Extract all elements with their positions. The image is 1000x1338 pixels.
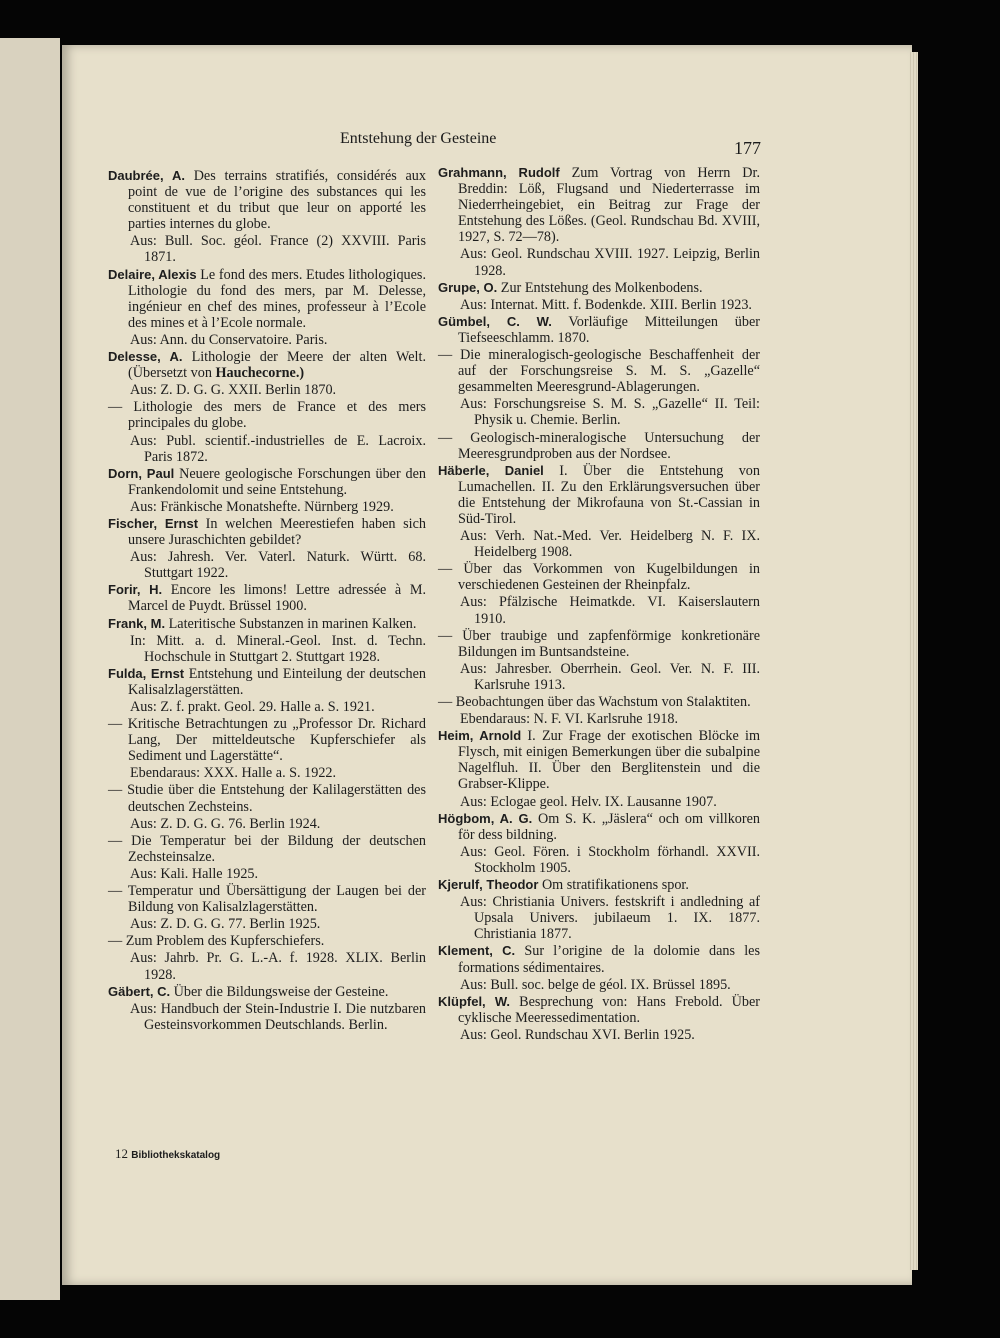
bibliography-entry: [108, 399, 426, 431]
entry-title: Zum Vortrag von Herrn Dr. Breddin: Löß, Flugsand und Niederterrasse im Niederrheingebiet, ein Beitrag zur Frage der Entstehung des Lößes. (Geol. Rundschau Bd. XVIII, 1927, S. 72—78).: [458, 165, 761, 246]
entry-author: Klement, C.: [438, 943, 516, 959]
source-line: [438, 661, 760, 693]
entry-author: Fulda, Ernst: [108, 665, 185, 681]
source-line: [108, 549, 426, 581]
entry-title: Besprechung von: Hans Frebold. Über cyklische Meeressedimentation.: [458, 993, 760, 1026]
source-text: Aus: Z. D. G. G. XXII. Berlin 1870.: [130, 382, 337, 399]
facing-page-edge: [0, 38, 60, 1300]
source-line: [438, 794, 760, 810]
entry-author: Högbom, A. G.: [438, 810, 533, 826]
entry-title: — Lithologie des mers de France et des mers principales du globe.: [108, 399, 426, 432]
source-line: [108, 699, 426, 715]
source-text: Aus: Fränkische Monatshefte. Nürnberg 1929.: [130, 498, 394, 515]
entry-title: Des terrains stratifiés, considérés aux point de vue de l’origine des substances qui les constituent et du tribut que leur on apporté les parties internes du globe.: [128, 168, 426, 233]
bibliography-entry: [108, 516, 426, 548]
entry-author: Klüpfel, W.: [438, 993, 510, 1009]
source-text: Aus: Geol. Rundschau XVI. Berlin 1925.: [460, 1026, 695, 1043]
source-line: [108, 233, 426, 265]
entry-author: Grahmann, Rudolf: [438, 165, 560, 180]
bibliography-entry: [438, 943, 760, 975]
bibliography-entry: [108, 782, 426, 814]
left-column: [108, 168, 426, 1034]
bibliography-entry: [108, 833, 426, 865]
source-line: [108, 950, 426, 982]
bibliography-entry: [108, 883, 426, 915]
source-line: [108, 633, 426, 665]
bibliography-entry: [438, 314, 760, 346]
source-text: Aus: Ann. du Conservatoire. Paris.: [130, 331, 328, 348]
source-text: Aus: Pfälzische Heimatkde. VI. Kaiserslautern 1910.: [460, 594, 760, 627]
bibliography-entry: [438, 430, 760, 462]
source-text: Aus: Z. f. prakt. Geol. 29. Halle a. S. 1921.: [130, 699, 375, 715]
source-text: Aus: Christiania Univers. festskrift i andledning af Upsala Univers. jubilaeum 1. IX. 1877. Christiania 1877.: [460, 894, 760, 943]
source-line: [108, 816, 426, 832]
entry-title: Lateritische Substanzen in marinen Kalken.: [168, 615, 417, 632]
entry-author: Heim, Arnold: [438, 728, 522, 744]
source-line: [438, 528, 760, 560]
source-text: Aus: Bull. Soc. géol. France (2) XXVIII. Paris 1871.: [130, 233, 426, 266]
source-text: Ebendaraus: XXX. Halle a. S. 1922.: [130, 765, 337, 782]
bibliography-entry: [438, 561, 760, 593]
source-text: Aus: Geol. Fören. i Stockholm förhandl. XXVII. Stockholm 1905.: [460, 843, 760, 876]
bibliography-entry: [438, 463, 760, 527]
entry-author: Dorn, Paul: [108, 465, 175, 481]
bibliography-entry: [108, 168, 426, 232]
source-text: Aus: Bull. soc. belge de géol. IX. Brüssel 1895.: [460, 976, 731, 993]
entry-title: — Die Temperatur bei der Bildung der deutschen Zechsteinsalze.: [108, 832, 426, 865]
source-line: [108, 916, 426, 932]
bibliography-entry: [438, 628, 760, 660]
bibliography-entry: [438, 694, 760, 710]
entry-title: In welchen Meerestiefen haben sich unsere Juraschichten gebildet?: [128, 515, 426, 549]
entry-author: Delesse, A.: [108, 349, 183, 365]
source-line: [438, 844, 760, 876]
entry-author: Häberle, Daniel: [438, 462, 544, 478]
source-text: Aus: Publ. scientif.-industrielles de E. Lacroix. Paris 1872.: [130, 432, 426, 465]
bibliography-entry: [108, 349, 426, 381]
source-text: Aus: Geol. Rundschau XVIII. 1927. Leipzig, Berlin 1928.: [460, 246, 760, 279]
bibliography-entry: [438, 994, 760, 1026]
source-line: [438, 297, 760, 313]
bibliography-entry: [438, 280, 760, 296]
entry-author: Kjerulf, Theodor: [438, 877, 539, 893]
entry-title: — Studie über die Entstehung der Kalilagerstätten des deutschen Zechsteins.: [108, 782, 426, 815]
entry-title: — Temperatur und Übersättigung der Laugen bei der Bildung von Kalisalzlagerstätten.: [108, 883, 426, 916]
source-line: [108, 866, 426, 882]
source-text: Aus: Jahrb. Pr. G. L.-A. f. 1928. XLIX. Berlin 1928.: [130, 950, 426, 983]
printer-signature: [115, 1146, 220, 1162]
entry-title: — Über das Vorkommen von Kugelbildungen in verschiedenen Gesteinen der Rheinpfalz.: [438, 561, 760, 594]
entry-author: Gümbel, C. W.: [438, 313, 552, 329]
entry-title: Lithologie der Meere der alten Welt. (Übersetzt von: [128, 349, 426, 382]
signature-number: 12: [115, 1146, 128, 1161]
source-line: [438, 1027, 760, 1043]
bibliography-entry: [438, 877, 760, 893]
source-text: Aus: Z. D. G. G. 77. Berlin 1925.: [130, 916, 321, 933]
bibliography-entry: [108, 616, 426, 632]
signature-text: Bibliothekskatalog: [131, 1150, 221, 1161]
bibliography-entry: [108, 466, 426, 498]
running-header: Entstehung der Gesteine: [340, 130, 497, 147]
source-line: [108, 1001, 426, 1033]
entry-title: Encore les limons! Lettre adressée à M. Marcel de Puydt. Brüssel 1900.: [128, 582, 426, 615]
source-line: [438, 894, 760, 942]
source-line: [438, 246, 760, 278]
entry-title: Über die Bildungsweise der Gesteine.: [173, 983, 389, 1000]
source-text: Aus: Kali. Halle 1925.: [130, 865, 259, 882]
entry-author: Frank, M.: [108, 615, 166, 631]
entry-emphasis: Hauchecorne.): [215, 365, 305, 382]
entry-title: Entstehung und Einteilung der deutschen Kalisalzlagerstätten.: [128, 665, 427, 698]
source-line: [108, 332, 426, 348]
source-line: [108, 433, 426, 465]
source-text: Aus: Jahresber. Oberrhein. Geol. Ver. N. F. III. Karlsruhe 1913.: [460, 660, 760, 693]
source-text: Aus: Handbuch der Stein-Industrie I. Die nutzbaren Gesteinsvorkommen Deutschlands. Berlin.: [130, 1000, 426, 1033]
source-text: Aus: Eclogae geol. Helv. IX. Lausanne 1907.: [460, 793, 717, 810]
bibliography-entry: [438, 165, 760, 245]
entry-author: Fischer, Ernst: [108, 515, 199, 531]
right-column: [438, 165, 760, 1044]
entry-title: — Die mineralogisch-geologische Beschaffenheit der auf der Forschungsreise S. M. S. „Gazelle“ gesammelten Meeresgrund-Ablagerungen.: [438, 347, 760, 396]
source-line: [438, 977, 760, 993]
source-line: [108, 499, 426, 515]
bibliography-entry: [108, 716, 426, 764]
bibliography-entry: [438, 347, 760, 395]
source-line: [108, 382, 426, 398]
entry-author: Grupe, O.: [438, 279, 498, 295]
source-text: Aus: Jahresh. Ver. Vaterl. Naturk. Württ. 68. Stuttgart 1922.: [130, 549, 426, 582]
bibliography-entry: [108, 933, 426, 949]
page-stack-edge: [910, 52, 918, 1270]
source-text: Aus: Verh. Nat.-Med. Ver. Heidelberg N. F. IX. Heidelberg 1908.: [460, 528, 760, 561]
source-line: [108, 765, 426, 781]
bibliography-entry: [108, 984, 426, 1000]
source-text: Aus: Z. D. G. G. 76. Berlin 1924.: [130, 815, 321, 832]
entry-author: Daubrée, A.: [108, 168, 185, 183]
entry-title: I. Zur Frage der exotischen Blöcke im Flysch, mit einigen Bemerkungen über die subalpine Nagelfluh. II. Über den Berglitenstein und die Grabser-Klippe.: [458, 728, 760, 793]
entry-title: — Kritische Betrachtungen zu „Professor Dr. Richard Lang, Der mitteldeutsche Kupferschiefer als Sediment und Lagerstätte“.: [108, 716, 426, 765]
source-text: In: Mitt. a. d. Mineral.-Geol. Inst. d. Techn. Hochschule in Stuttgart 2. Stuttgart 1928.: [130, 632, 426, 665]
entry-title: I. Über die Entstehung von Lumachellen. II. Zu den Erklärungsversuchen über die Entstehung der Mikrofauna von St.-Cassian in Süd-Tirol.: [458, 462, 760, 527]
entry-title: — Über traubige und zapfenförmige konkretionäre Bildungen im Buntsandsteine.: [438, 627, 760, 660]
bibliography-entry: [438, 811, 760, 843]
source-line: [438, 711, 760, 727]
entry-author: Gäbert, C.: [108, 983, 171, 999]
entry-author: Delaire, Alexis: [108, 266, 197, 282]
entry-title: Vorläufige Mitteilungen über Tiefseeschlamm. 1870.: [458, 313, 760, 346]
bibliography-entry: [108, 582, 426, 614]
page-number: 177: [734, 138, 761, 158]
entry-title: Le fond des mers. Etudes lithologiques. Lithologie du fond des mers, par M. Delesse, ingénieur en chef des mines, professeur à l’Ecole des mines et à l’Ecole normale.: [128, 266, 427, 331]
entry-title: Sur l’origine de la dolomie dans les formations sédimentaires.: [458, 943, 761, 976]
entry-title: — Zum Problem des Kupferschiefers.: [108, 933, 325, 950]
source-text: Aus: Internat. Mitt. f. Bodenkde. XIII. Berlin 1923.: [460, 296, 752, 313]
entry-title: — Beobachtungen über das Wachstum von Stalaktiten.: [438, 694, 751, 710]
entry-title: Zur Entstehung des Molkenbodens.: [500, 279, 703, 296]
bibliography-entry: [108, 267, 426, 331]
entry-title: — Geologisch-mineralogische Untersuchung der Meeresgrundproben aus der Nordsee.: [438, 429, 760, 462]
source-line: [438, 396, 760, 428]
entry-title: Om stratifikationens spor.: [541, 877, 689, 894]
entry-title: Om S. K. „Jäslera“ och om villkoren för dess bildning.: [458, 810, 760, 843]
source-text: Aus: Forschungsreise S. M. S. „Gazelle“ II. Teil: Physik u. Chemie. Berlin.: [460, 396, 760, 429]
source-text: Ebendaraus: N. F. VI. Karlsruhe 1918.: [460, 711, 679, 728]
entry-author: Forir, H.: [108, 582, 163, 598]
source-line: [438, 594, 760, 626]
bibliography-entry: [108, 666, 426, 698]
bibliography-entry: [438, 728, 760, 792]
entry-title: Neuere geologische Forschungen über den Frankendolomit und seine Entstehung.: [128, 465, 426, 498]
